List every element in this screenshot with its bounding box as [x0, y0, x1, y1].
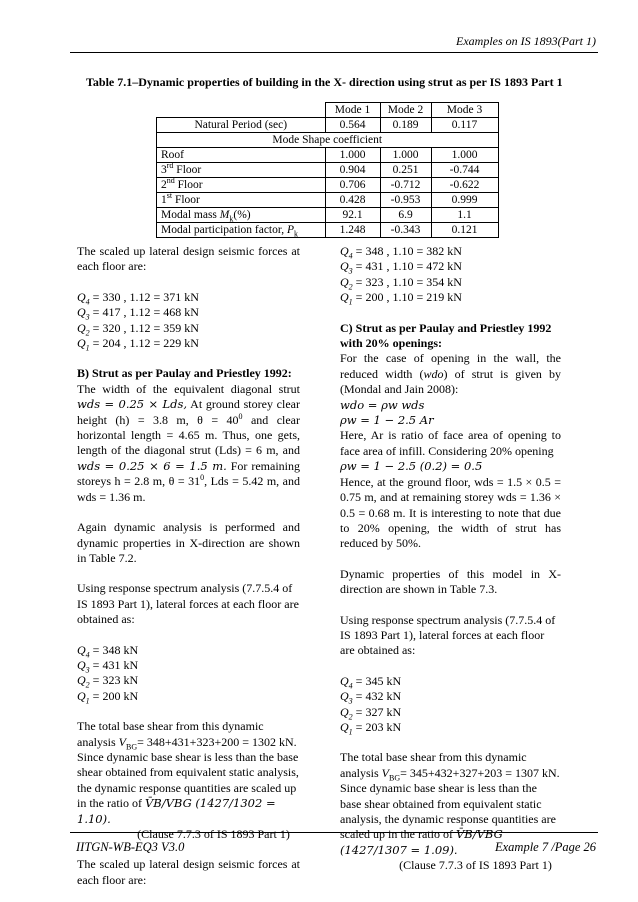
table-cell: 6.9 — [380, 208, 431, 223]
force-line: $Q_1 = 200$ , 1.10 = 219 kN — [340, 290, 462, 307]
table-title: Table 7.1–Dynamic properties of building in the X- direction using strut as per IS 1893 Part 1 — [86, 75, 563, 89]
force-line: $Q_2 = 327$ kN — [340, 704, 402, 721]
again-paragraph: Again dynamic analysis is performed and dynamic properties in X-direction are shown in Table 7.2. — [77, 520, 300, 565]
table-cell: -0.622 — [431, 178, 498, 193]
force-line: $Q_1 = 204$ , 1.12 = 229 kN — [77, 336, 199, 353]
section-c-here: Here, Ar is ratio of face area of opening to face area of infill. Considering 20% opening — [340, 428, 561, 458]
table-cell: -0.744 — [431, 163, 498, 178]
section-c-heading: C) Strut as per Paulay and Priestley 1992 with 20% openings: — [340, 320, 552, 351]
row-label: 2nd Floor — [157, 178, 326, 193]
total-base-shear-paragraph: The total base shear from this dynamic analysis $V_{BG}= 348+431+323+200 = 1302$ kN. Since dynamic base shear is less than the base shear obtained from equivalent static analysis, the dynamic response quantities are scaled up in the ratio of V̄B/VBG (1427/1302 = 1.10). — [77, 719, 299, 826]
row-label: 1st Floor — [157, 193, 326, 208]
force-line: $Q_4 = 330$ , 1.12 = 371 kN — [77, 289, 199, 307]
table-cell: 0.706 — [325, 178, 380, 193]
table-header-mode-2: Mode 2 — [380, 103, 431, 118]
equation-rho: ρw = 1 − 2.5 Ar — [340, 413, 434, 428]
table-row-participation — [157, 223, 499, 238]
row-label: Modal mass $M_k(\%)$ — [157, 208, 326, 223]
force-line: $Q_3 = 417$ , 1.12 = 468 kN — [77, 305, 199, 322]
table-cell: 92.1 — [325, 208, 380, 223]
table-cell: 1.1 — [431, 208, 498, 223]
clause-reference: (Clause 7.7.3 of IS 1893 Part 1) — [137, 827, 290, 841]
dynamic-paragraph: Dynamic properties of this model in X-direction are shown in Table 7.3. — [340, 566, 561, 597]
scaled-intro-2: The scaled up lateral design seismic forces at each floor are: — [77, 857, 300, 887]
table-row-3rd-floor — [157, 163, 499, 178]
force-line: $Q_1 = 203$ kN — [340, 719, 402, 737]
section-c-hence: Hence, at the ground floor, wds = 1.5 × 0.5 = 0.75 m, and at remaining storey wds = 1.36 × 0.5 = 0.68 m. It is interesting to note that due to 20% opening, the width of strut has reduced by 50%. — [340, 474, 561, 551]
table-cell: 1.000 — [325, 148, 380, 163]
footer-left: IITGN-WB-EQ3 V3.0 — [76, 840, 185, 854]
right-column — [340, 244, 561, 874]
table-cell: -0.343 — [380, 223, 431, 238]
table-row-2nd-floor — [157, 178, 499, 193]
table-cell: 0.564 — [325, 118, 380, 133]
table-cell: 0.999 — [431, 193, 498, 208]
table-cell: 1.000 — [431, 148, 498, 163]
force-line: $Q_2 = 323$ kN — [77, 673, 139, 690]
table-header-row — [157, 103, 499, 118]
header-rule — [70, 52, 598, 53]
total-base-shear-paragraph: The total base shear from this dynamic analysis $V_{BG}= 345+432+327+203 = 1307$ kN. Since dynamic base shear is less than the base shear obtained from equivalent static analysis, the dynamic response quantities are scaled up in the ratio of V̄B/VBG (1427/1307 = 1.09). — [340, 750, 560, 857]
force-line: $Q_3 = 431$ , 1.10 = 472 kN — [340, 259, 462, 276]
row-label: 3rd Floor — [157, 163, 326, 178]
table-cell: 0.117 — [431, 118, 498, 133]
section-b-text: The width of the equivalent diagonal strut wds = 0.25 × Lds, At ground storey clear height (h) = 3.8 m, $\theta = 40^0$ and clear horizontal length = 4.65 m. Thus, one gets, length of the diagonal strut (Lds) = 6 m, and wds = 0.25 × 6 = 1.5 m. For remaining storeys h = 2.8 m, $\theta = 31^0$, Lds = 5.42 m, and wds = 1.36 m. — [77, 381, 300, 504]
running-header: Examples on IS 1893(Part 1) — [456, 34, 596, 48]
footer-right: Example 7 /Page 26 — [494, 840, 596, 854]
table-row-1st-floor — [157, 193, 499, 208]
scaled-intro: The scaled up lateral design seismic forces at each floor are: — [77, 244, 300, 274]
force-line: $Q_4 = 348$ , 1.10 = 382 kN — [340, 244, 462, 261]
table-row-modal-mass — [157, 208, 499, 223]
table-cell: 0.428 — [325, 193, 380, 208]
table-header-mode-3: Mode 3 — [431, 103, 498, 118]
force-line: $Q_2 = 320$ , 1.12 = 359 kN — [77, 320, 199, 338]
row-label: Roof — [157, 148, 326, 163]
row-label: Modal participation factor, $P_k$ — [157, 223, 326, 238]
table-cell: 0.904 — [325, 163, 380, 178]
table-cell: 0.121 — [431, 223, 498, 238]
equation-wdo: wdo = ρw wds — [340, 397, 425, 412]
table-header-mode-1: Mode 1 — [325, 103, 380, 118]
table-cell: 1.000 — [380, 148, 431, 163]
natural-period-label: Natural Period (sec) — [157, 118, 326, 133]
section-b-heading: B) Strut as per Paulay and Priestley 1992: — [77, 366, 292, 381]
table-header-empty — [157, 103, 326, 118]
table-cell: 0.251 — [380, 163, 431, 178]
table-cell: 1.248 — [325, 223, 380, 238]
force-line: $Q_3 = 431$ kN — [77, 657, 139, 675]
section-c-text: For the case of opening in the wall, the reduced width (wdo) of strut is given by (Mondal and Jain 2008): — [340, 351, 561, 397]
force-line: $Q_1 = 200$ kN — [77, 688, 139, 706]
force-line: $Q_3 = 432$ kN — [340, 689, 402, 706]
footer-rule — [70, 832, 598, 833]
table-cell: -0.712 — [380, 178, 431, 193]
clause-reference: (Clause 7.7.3 of IS 1893 Part 1) — [399, 858, 552, 873]
table-cell: -0.953 — [380, 193, 431, 208]
force-line: $Q_4 = 345$ kN — [340, 673, 402, 691]
table-row-mode-shape — [157, 133, 499, 148]
using-paragraph: Using response spectrum analysis (7.7.5.4 of IS 1893 Part 1), lateral forces at each floor are obtained as: — [340, 612, 556, 658]
table-cell: 0.189 — [380, 118, 431, 133]
force-line: $Q_4 = 348$ kN — [77, 642, 139, 659]
equation-rho-value: ρw = 1 − 2.5 (0.2) = 0.5 — [340, 459, 483, 474]
dynamic-properties-table — [156, 102, 499, 238]
force-line: $Q_2 = 323$ , 1.10 = 354 kN — [340, 274, 462, 292]
table-row-roof — [157, 148, 499, 163]
using-paragraph: Using response spectrum analysis (7.7.5.4 of IS 1893 Part 1), lateral forces at each floor are obtained as: — [77, 581, 299, 627]
mode-shape-label: Mode Shape coefficient — [157, 133, 499, 148]
table-row-natural-period — [157, 118, 499, 133]
left-column — [77, 244, 300, 888]
